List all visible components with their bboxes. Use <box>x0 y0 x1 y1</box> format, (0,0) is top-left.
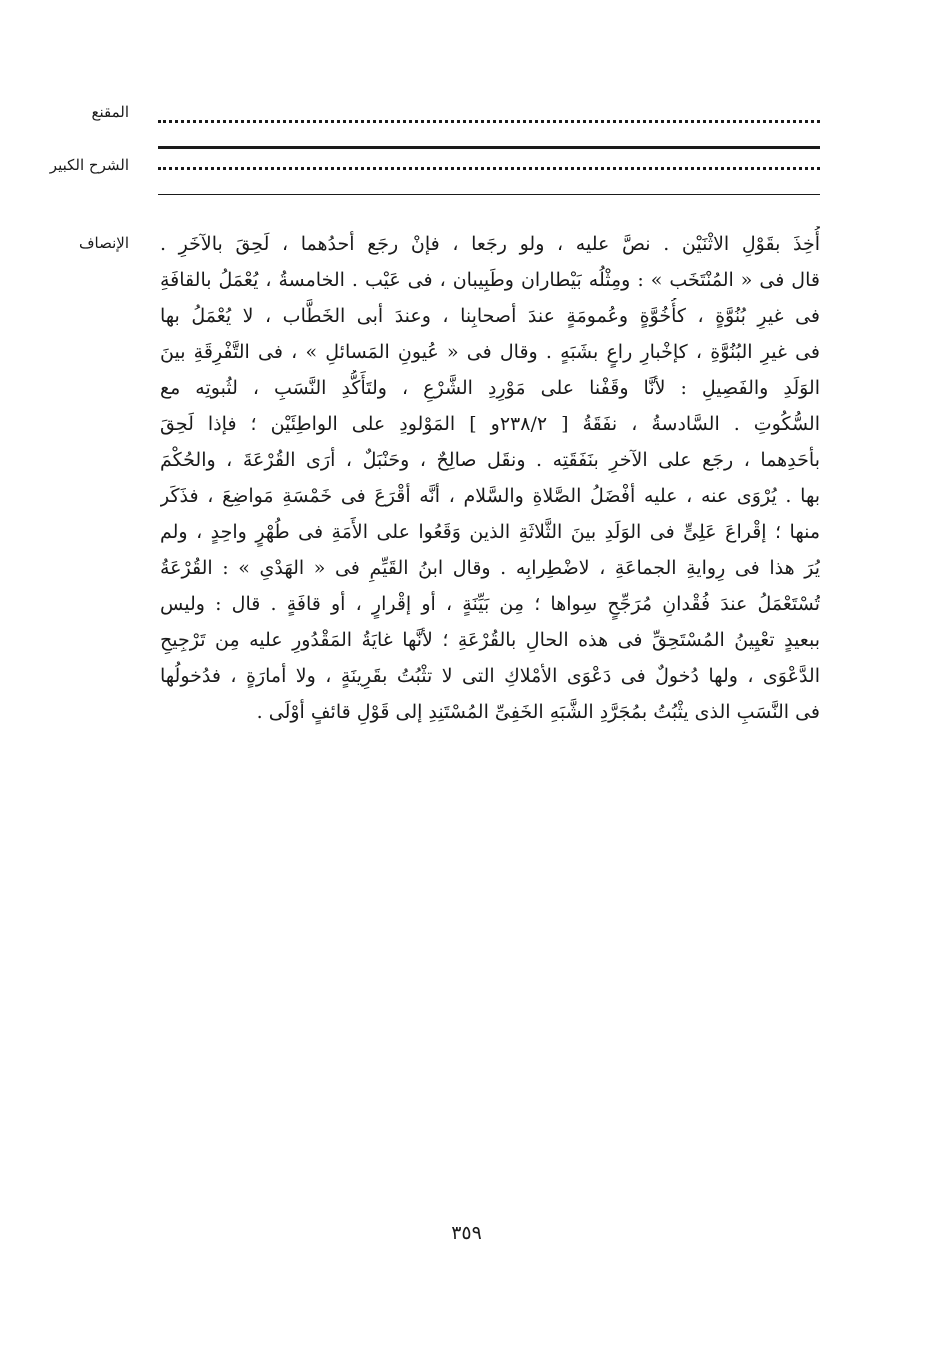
text-line: بأحَدِهما ، رجَع على الآخرِ بنَفَقَتِه . ونقَل صالِحٌ ، وحَنْبَلٌ ، أرَى القُرْعَةَ ، والحُكْمَ <box>160 449 820 471</box>
text-line: فى غيرِ بُنُوَّةٍ ، كأُخُوَّةٍ وعُمومَةٍ عندَ أصحابِنا ، وعندَ أبى الخَطَّاب ، لا يُعْمَلُ بها <box>160 305 820 327</box>
sharh-divider <box>158 194 820 195</box>
muqni-divider <box>158 146 820 149</box>
text-line: ببعيدٍ تعْيِينُ المُسْتَحِقِّ فى هذه الحالِ بالقُرْعَةِ ؛ لأنَّها غايَةُ المَقْدُورِ عليه مِن تَرْجِيحِ <box>160 629 820 651</box>
text-line: السُّكُوتِ . السَّادسةُ ، نفَقَةُ [ ٢٣٨/٢و ] المَوْلودِ على الواطِئَيْن ؛ فإذا لَحِقَ <box>160 413 820 435</box>
text-line: يُرَ هذا فى رِوايةِ الجماعَةِ ، لاضْطِرابِه . وقال ابنُ القَيِّمِ فى « الهَدْىِ » : القُرْعَةُ <box>160 557 820 579</box>
text-line: منها ؛ إقْراعَ عَلِىٍّ فى الوَلَدِ بينَ الثَّلاثَةِ الذين وَقَعُوا على الأَمَةِ فى طُهْرٍ واحِدٍ ، ولم <box>160 521 820 543</box>
text-line: تُسْتَعْمَلُ عندَ فُقْدانِ مُرَجِّحٍ سِواها ؛ مِن بَيِّنَةٍ ، أو إقْرارٍ ، أو قافَةٍ . قال : وليس <box>160 593 820 615</box>
muqni-label: المقنع <box>91 103 129 121</box>
sharh-label: الشرح الكبير <box>49 156 129 174</box>
page-number: ٣٥٩ <box>451 1222 482 1244</box>
insaf-body-text <box>160 226 820 730</box>
text-line: الوَلَدِ والفَصِيلِ : لأنَّا وقَفْنا على مَوْرِدِ الشَّرْعِ ، ولتَأَكُّدِ النَّسَبِ ، لثُبوتِه مع <box>160 377 820 399</box>
text-line: بها . يُرْوَى عنه ، عليه أفْضَلُ الصَّلاةِ والسَّلام ، أنَّه أقْرَعَ فى خَمْسَةِ مَواضِعَ ، فذَكَر <box>160 485 820 507</box>
insaf-label: الإنصاف <box>78 234 129 252</box>
text-line: فى غيرِ البُنُوَّةِ ، كإخْبارِ راعٍ بشَبَهٍ . وقال فى « عُيونِ المَسائلِ » ، فى التَّفْرِقَةِ بينَ <box>160 341 820 363</box>
text-line: الدَّعْوَى ، ولها دُخولٌ فى دَعْوَى الأمْلاكِ التى لا تثْبُتُ بقَرِينَةٍ ، ولا أمارَةٍ ، فدُخولُها <box>160 665 820 687</box>
text-line: أُخِذَ بقَوْلِ الاثْنَيْن . نصَّ عليه ، ولو رجَعا ، فإنْ رجَع أحدُهما ، لَحِقَ بالآخَرِ . <box>160 233 820 255</box>
sharh-dotted-line <box>158 160 820 170</box>
text-line: فى النَّسَبِ الذى يثْبُتُ بمُجَرَّدِ الشَّبَهِ الخَفِىِّ المُسْتَنِدِ إلى قَوْلِ قائفٍ أوْلَى . <box>256 701 820 723</box>
muqni-dotted-line <box>158 113 820 123</box>
text-line: قال فى « المُنْتَخَب » : ومِثْلُه بَيْطاران وطَبِيبان ، فى عَيْب . الخامسةُ ، يُعْمَلُ بالقافَةِ <box>160 269 820 291</box>
